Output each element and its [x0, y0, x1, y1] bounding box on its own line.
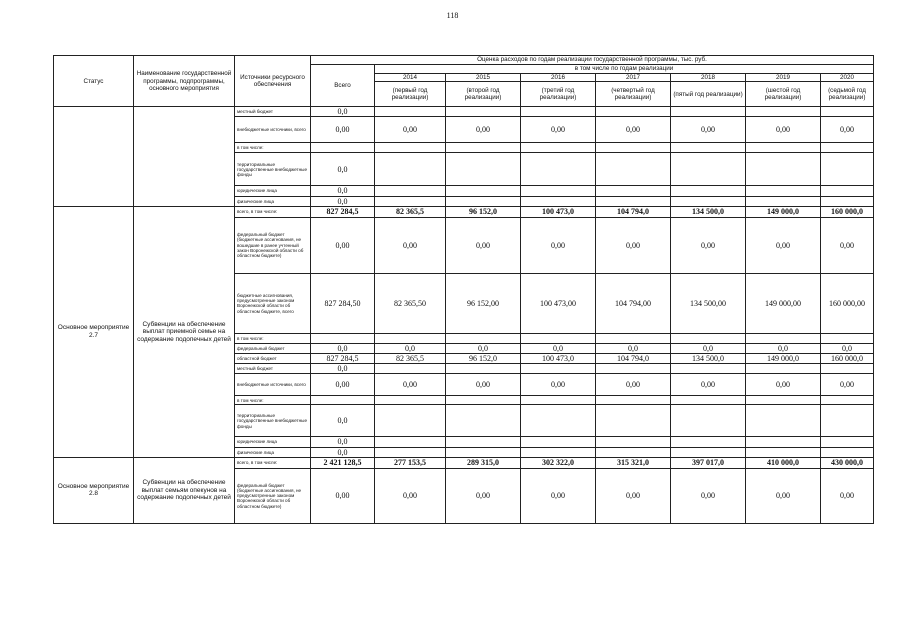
- year-value-cell: 104 794,0: [596, 353, 671, 363]
- year-value-cell: [596, 333, 671, 343]
- year-value-cell: [821, 153, 874, 186]
- year-value-cell: [821, 437, 874, 447]
- year-value-cell: [446, 396, 521, 405]
- total-cell: [311, 333, 375, 343]
- source-cell: внебюджетные источники, всего: [235, 117, 311, 143]
- continued-block: [54, 107, 874, 207]
- header-year-label: (четвертый год реализации): [596, 82, 671, 107]
- year-value-cell: 0,0: [375, 343, 446, 353]
- year-value-cell: [671, 143, 746, 153]
- year-value-cell: [671, 396, 746, 405]
- year-value-cell: [521, 153, 596, 186]
- total-cell: 0,0: [311, 343, 375, 353]
- header-year: 2017: [596, 74, 671, 82]
- year-value-cell: [521, 447, 596, 457]
- year-value-cell: [596, 143, 671, 153]
- header-year: 2016: [521, 74, 596, 82]
- year-value-cell: [671, 153, 746, 186]
- year-value-cell: [446, 364, 521, 374]
- total-cell: 0,0: [311, 447, 375, 457]
- year-value-cell: [446, 405, 521, 437]
- header-year: 2015: [446, 74, 521, 82]
- header-year: 2014: [375, 74, 446, 82]
- year-value-cell: [521, 396, 596, 405]
- header-year-label: (седьмой год реализации): [821, 82, 874, 107]
- header-program: Наименование государственной программы, подпрограммы, основного мероприятия: [134, 56, 235, 107]
- year-value-cell: 0,00: [521, 374, 596, 396]
- year-value-cell: 96 152,0: [446, 353, 521, 363]
- year-value-cell: 96 152,0: [446, 206, 521, 217]
- source-cell: физические лица: [235, 447, 311, 457]
- year-value-cell: 149 000,00: [746, 273, 821, 333]
- year-value-cell: [375, 153, 446, 186]
- source-cell: федеральный бюджет (бюджетные ассигнования, не вошедшие в ранее учтенный закон Воронежской области об областном бюджете): [235, 217, 311, 273]
- year-value-cell: [746, 447, 821, 457]
- year-value-cell: 0,00: [446, 374, 521, 396]
- year-value-cell: 100 473,00: [521, 273, 596, 333]
- year-value-cell: 0,0: [746, 343, 821, 353]
- program-name-cell: [134, 107, 235, 207]
- header-year-label: (второй год реализации): [446, 82, 521, 107]
- year-value-cell: [375, 396, 446, 405]
- page-number: 118: [446, 11, 459, 20]
- year-value-cell: [375, 196, 446, 206]
- source-cell: в том числе:: [235, 333, 311, 343]
- year-value-cell: [746, 333, 821, 343]
- year-value-cell: [746, 437, 821, 447]
- year-value-cell: 100 473,0: [521, 206, 596, 217]
- year-value-cell: [671, 364, 746, 374]
- status-cell: [54, 107, 134, 207]
- header-year-label: (первый год реализации): [375, 82, 446, 107]
- status-cell: Основное мероприятие 2.8: [54, 457, 134, 523]
- year-value-cell: [596, 153, 671, 186]
- source-cell: всего, в том числе:: [235, 206, 311, 217]
- table-row: [54, 206, 874, 217]
- year-value-cell: [671, 196, 746, 206]
- year-value-cell: [821, 364, 874, 374]
- source-cell: местный бюджет: [235, 364, 311, 374]
- year-value-cell: 315 321,0: [596, 457, 671, 468]
- year-value-cell: [521, 143, 596, 153]
- total-cell: 2 421 128,5: [311, 457, 375, 468]
- header-year: 2019: [746, 74, 821, 82]
- year-value-cell: [446, 333, 521, 343]
- total-cell: 0,0: [311, 186, 375, 196]
- source-cell: местный бюджет: [235, 107, 311, 117]
- total-cell: 0,00: [311, 468, 375, 523]
- year-value-cell: 0,00: [375, 117, 446, 143]
- year-value-cell: [821, 333, 874, 343]
- year-value-cell: 0,00: [821, 374, 874, 396]
- year-value-cell: [671, 437, 746, 447]
- year-value-cell: 0,00: [746, 117, 821, 143]
- year-value-cell: [446, 186, 521, 196]
- year-value-cell: [446, 143, 521, 153]
- year-value-cell: [521, 196, 596, 206]
- year-value-cell: 0,00: [671, 117, 746, 143]
- year-value-cell: [746, 107, 821, 117]
- year-value-cell: 0,00: [446, 117, 521, 143]
- year-value-cell: [746, 405, 821, 437]
- year-value-cell: 0,00: [446, 468, 521, 523]
- year-value-cell: [821, 405, 874, 437]
- source-cell: юридические лица: [235, 437, 311, 447]
- year-value-cell: 0,00: [521, 468, 596, 523]
- table-row: [54, 107, 874, 117]
- year-value-cell: [596, 364, 671, 374]
- year-value-cell: [375, 143, 446, 153]
- year-value-cell: [746, 143, 821, 153]
- year-value-cell: [375, 333, 446, 343]
- source-cell: в том числе:: [235, 143, 311, 153]
- year-value-cell: 0,00: [671, 374, 746, 396]
- year-value-cell: 302 322,0: [521, 457, 596, 468]
- year-value-cell: 149 000,0: [746, 206, 821, 217]
- source-cell: физические лица: [235, 196, 311, 206]
- source-cell: всего, в том числе:: [235, 457, 311, 468]
- program-name-cell: Субвенции на обеспечение выплат семьям опекунов на содержание подопечных детей: [134, 457, 235, 523]
- source-cell: территориальные государственные внебюджетные фонды: [235, 405, 311, 437]
- year-value-cell: [671, 405, 746, 437]
- source-cell: областной бюджет: [235, 353, 311, 363]
- year-value-cell: [671, 107, 746, 117]
- year-value-cell: [596, 405, 671, 437]
- year-value-cell: 0,0: [596, 343, 671, 353]
- year-value-cell: [671, 333, 746, 343]
- year-value-cell: [375, 364, 446, 374]
- year-value-cell: 134 500,0: [671, 353, 746, 363]
- total-cell: 827 284,50: [311, 273, 375, 333]
- year-value-cell: 104 794,00: [596, 273, 671, 333]
- program-name-cell: Субвенции на обеспечение выплат приемной семье на содержание подопечных детей: [134, 206, 235, 457]
- year-value-cell: [375, 405, 446, 437]
- year-value-cell: [521, 364, 596, 374]
- year-value-cell: 0,00: [375, 217, 446, 273]
- year-value-cell: [375, 437, 446, 447]
- year-value-cell: 0,00: [596, 468, 671, 523]
- year-value-cell: 160 000,0: [821, 353, 874, 363]
- year-value-cell: 0,00: [375, 374, 446, 396]
- header-year-label: (шестой год реализации): [746, 82, 821, 107]
- year-value-cell: 0,00: [671, 468, 746, 523]
- header-year: 2018: [671, 74, 746, 82]
- year-value-cell: 149 000,0: [746, 353, 821, 363]
- source-cell: в том числе:: [235, 396, 311, 405]
- header-in-years: в том числе по годам реализации: [375, 65, 874, 74]
- total-cell: 0,0: [311, 153, 375, 186]
- year-value-cell: [746, 364, 821, 374]
- total-cell: 0,0: [311, 107, 375, 117]
- year-value-cell: [446, 447, 521, 457]
- status-cell: Основное мероприятие 2.7: [54, 206, 134, 457]
- year-value-cell: 134 500,0: [671, 206, 746, 217]
- year-value-cell: [375, 447, 446, 457]
- header-total: Всего: [311, 65, 375, 107]
- year-value-cell: 0,00: [596, 374, 671, 396]
- year-value-cell: 0,0: [671, 343, 746, 353]
- year-value-cell: 96 152,00: [446, 273, 521, 333]
- year-value-cell: 104 794,0: [596, 206, 671, 217]
- year-value-cell: [375, 186, 446, 196]
- year-value-cell: [521, 186, 596, 196]
- year-value-cell: 0,00: [446, 217, 521, 273]
- year-value-cell: [596, 186, 671, 196]
- header-year: 2020: [821, 74, 874, 82]
- year-value-cell: 82 365,50: [375, 273, 446, 333]
- source-cell: внебюджетные источники, всего: [235, 374, 311, 396]
- year-value-cell: [746, 186, 821, 196]
- year-value-cell: 82 365,5: [375, 353, 446, 363]
- total-cell: 0,0: [311, 405, 375, 437]
- header-status: Статус: [54, 56, 134, 107]
- year-value-cell: [821, 447, 874, 457]
- year-value-cell: [596, 437, 671, 447]
- year-value-cell: [521, 333, 596, 343]
- year-value-cell: [446, 196, 521, 206]
- year-value-cell: [671, 447, 746, 457]
- year-value-cell: [746, 196, 821, 206]
- source-cell: федеральный бюджет: [235, 343, 311, 353]
- year-value-cell: 0,0: [821, 343, 874, 353]
- total-cell: [311, 396, 375, 405]
- year-value-cell: [596, 107, 671, 117]
- year-value-cell: [596, 196, 671, 206]
- year-value-cell: [746, 153, 821, 186]
- header-year-label: (пятый год реализации): [671, 82, 746, 107]
- year-value-cell: [521, 107, 596, 117]
- total-cell: [311, 143, 375, 153]
- year-value-cell: [596, 396, 671, 405]
- year-value-cell: 0,0: [446, 343, 521, 353]
- year-value-cell: [821, 107, 874, 117]
- total-cell: 0,0: [311, 196, 375, 206]
- year-value-cell: [375, 107, 446, 117]
- year-value-cell: 397 017,0: [671, 457, 746, 468]
- header-expenses-title: Оценка расходов по годам реализации государственной программы, тыс. руб.: [311, 56, 874, 65]
- total-cell: 827 284,5: [311, 353, 375, 363]
- source-cell: территориальные государственные внебюджетные фонды: [235, 153, 311, 186]
- year-value-cell: 0,00: [596, 117, 671, 143]
- year-value-cell: [821, 396, 874, 405]
- year-value-cell: 430 000,0: [821, 457, 874, 468]
- total-cell: 0,0: [311, 364, 375, 374]
- year-value-cell: 0,00: [821, 468, 874, 523]
- source-cell: юридические лица: [235, 186, 311, 196]
- year-value-cell: 0,00: [746, 374, 821, 396]
- source-cell: федеральный бюджет (бюджетные ассигнования, не предусмотренные законом Воронежской области об областном бюджете): [235, 468, 311, 523]
- total-cell: 0,00: [311, 374, 375, 396]
- total-cell: 0,00: [311, 217, 375, 273]
- year-value-cell: 289 315,0: [446, 457, 521, 468]
- source-cell: бюджетные ассигнования, предусмотренные законом Воронежской области об областном бюджете, всего: [235, 273, 311, 333]
- total-cell: 827 284,5: [311, 206, 375, 217]
- header-year-label: (третий год реализации): [521, 82, 596, 107]
- year-value-cell: 134 500,00: [671, 273, 746, 333]
- year-value-cell: 100 473,0: [521, 353, 596, 363]
- year-value-cell: 0,00: [821, 117, 874, 143]
- total-cell: 0,0: [311, 437, 375, 447]
- year-value-cell: [821, 186, 874, 196]
- year-value-cell: 0,00: [671, 217, 746, 273]
- year-value-cell: [671, 186, 746, 196]
- year-value-cell: 0,0: [521, 343, 596, 353]
- year-value-cell: 160 000,0: [821, 206, 874, 217]
- year-value-cell: 0,00: [375, 468, 446, 523]
- year-value-cell: 0,00: [521, 117, 596, 143]
- year-value-cell: 0,00: [596, 217, 671, 273]
- year-value-cell: 410 000,0: [746, 457, 821, 468]
- table-row: [54, 457, 874, 468]
- year-value-cell: 0,00: [521, 217, 596, 273]
- measure-2-8: [54, 457, 874, 523]
- year-value-cell: 0,00: [821, 217, 874, 273]
- header-source: Источники ресурсного обеспечения: [235, 56, 311, 107]
- year-value-cell: 82 365,5: [375, 206, 446, 217]
- year-value-cell: [521, 405, 596, 437]
- year-value-cell: 0,00: [746, 468, 821, 523]
- year-value-cell: [821, 143, 874, 153]
- year-value-cell: [446, 437, 521, 447]
- year-value-cell: [521, 437, 596, 447]
- year-value-cell: [446, 107, 521, 117]
- year-value-cell: 277 153,5: [375, 457, 446, 468]
- year-value-cell: [746, 396, 821, 405]
- year-value-cell: [446, 153, 521, 186]
- year-value-cell: [821, 196, 874, 206]
- total-cell: 0,00: [311, 117, 375, 143]
- year-value-cell: 0,00: [746, 217, 821, 273]
- measure-2-7: [54, 206, 874, 457]
- year-value-cell: [596, 447, 671, 457]
- budget-table: [53, 55, 874, 524]
- year-value-cell: 160 000,00: [821, 273, 874, 333]
